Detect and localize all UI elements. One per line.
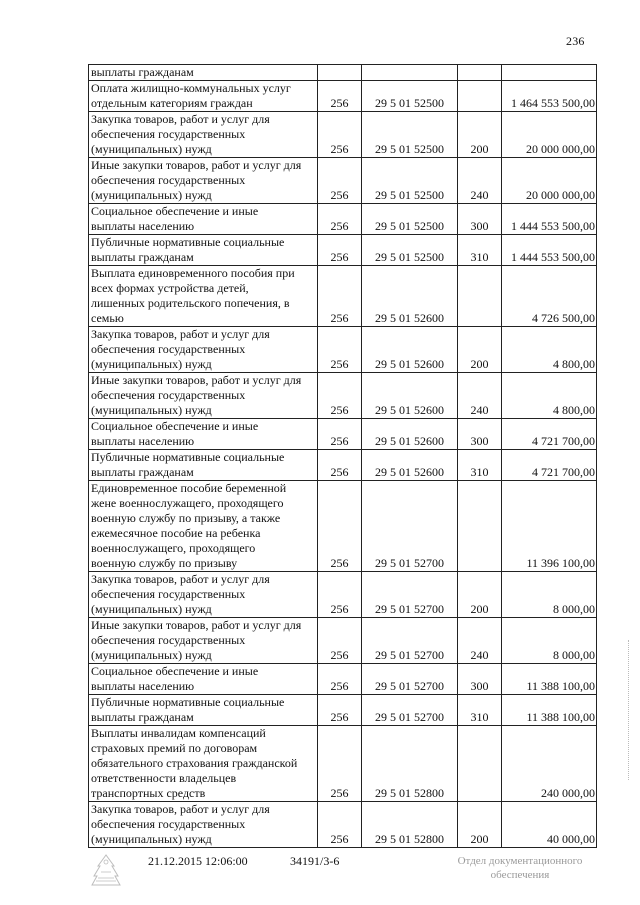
row-code-cell: 256	[318, 266, 362, 327]
row-code-cell: 256	[318, 618, 362, 664]
table-row	[89, 235, 597, 266]
row-vr-cell: 310	[458, 235, 502, 266]
table-row	[89, 81, 597, 112]
row-section-cell: 29 5 01 52600	[362, 266, 458, 327]
row-vr-cell: 200	[458, 572, 502, 618]
table-row	[89, 419, 597, 450]
row-sum-cell: 240 000,00	[502, 726, 597, 802]
row-vr-cell: 200	[458, 802, 502, 848]
table-row	[89, 373, 597, 419]
row-section-cell: 29 5 01 52700	[362, 695, 458, 726]
row-sum-cell: 4 721 700,00	[502, 419, 597, 450]
margin-marks	[628, 640, 633, 780]
row-sum-cell: 1 444 553 500,00	[502, 204, 597, 235]
row-section-cell: 29 5 01 52500	[362, 235, 458, 266]
table-row	[89, 726, 597, 802]
row-name-cell: Социальное обеспечение и иные выплаты населению	[89, 204, 318, 235]
table-row	[89, 618, 597, 664]
footer-datetime: 21.12.2015 12:06:00	[148, 854, 248, 868]
row-vr-cell	[458, 81, 502, 112]
row-vr-cell: 200	[458, 327, 502, 373]
row-code-cell: 256	[318, 327, 362, 373]
table-row	[89, 695, 597, 726]
table-row	[89, 450, 597, 481]
table-row	[89, 158, 597, 204]
row-name-cell: Публичные нормативные социальные выплаты гражданам	[89, 695, 318, 726]
row-section-cell: 29 5 01 52500	[362, 81, 458, 112]
table-row	[89, 65, 597, 81]
row-name-cell: Оплата жилищно-коммунальных услуг отдельным категориям граждан	[89, 81, 318, 112]
row-sum-cell	[502, 65, 597, 81]
row-code-cell: 256	[318, 450, 362, 481]
row-vr-cell: 310	[458, 450, 502, 481]
row-section-cell: 29 5 01 52600	[362, 419, 458, 450]
row-section-cell: 29 5 01 52700	[362, 618, 458, 664]
row-name-cell: Выплата единовременного пособия при всех формах устройства детей, лишенных родительского попечения, в семью	[89, 266, 318, 327]
row-code-cell: 256	[318, 112, 362, 158]
row-section-cell: 29 5 01 52600	[362, 373, 458, 419]
row-section-cell: 29 5 01 52500	[362, 204, 458, 235]
row-section-cell: 29 5 01 52700	[362, 572, 458, 618]
row-sum-cell: 4 800,00	[502, 327, 597, 373]
row-name-cell: Публичные нормативные социальные выплаты гражданам	[89, 450, 318, 481]
row-vr-cell	[458, 481, 502, 572]
row-code-cell: 256	[318, 481, 362, 572]
page-number: 236	[566, 34, 585, 48]
row-vr-cell: 240	[458, 158, 502, 204]
row-name-cell: Иные закупки товаров, работ и услуг для обеспечения государственных (муниципальных) нужд	[89, 158, 318, 204]
row-section-cell: 29 5 01 52600	[362, 327, 458, 373]
row-sum-cell: 4 726 500,00	[502, 266, 597, 327]
table-body	[89, 65, 597, 848]
row-name-cell: Закупка товаров, работ и услуг для обеспечения государственных (муниципальных) нужд	[89, 112, 318, 158]
row-code-cell: 256	[318, 572, 362, 618]
department-stamp: Отдел документационного обеспечения	[457, 855, 583, 881]
emblem-icon	[88, 852, 124, 888]
row-section-cell: 29 5 01 52800	[362, 802, 458, 848]
row-name-cell: Публичные нормативные социальные выплаты гражданам	[89, 235, 318, 266]
row-name-cell: Социальное обеспечение и иные выплаты населению	[89, 419, 318, 450]
row-vr-cell: 200	[458, 112, 502, 158]
row-name-cell: Выплаты инвалидам компенсаций страховых премий по договорам обязательного страхования гражданской ответственности владельцев транспортных средств	[89, 726, 318, 802]
row-name-cell: Единовременное пособие беременной жене военнослужащего, проходящего военную службу по призыву, а также ежемесячное пособие на ребенка военнослужащего, проходящего военную службу по призыву	[89, 481, 318, 572]
row-vr-cell	[458, 65, 502, 81]
row-code-cell: 256	[318, 158, 362, 204]
row-section-cell: 29 5 01 52500	[362, 112, 458, 158]
row-name-cell: Иные закупки товаров, работ и услуг для обеспечения государственных (муниципальных) нужд	[89, 618, 318, 664]
row-sum-cell: 11 388 100,00	[502, 664, 597, 695]
row-name-cell: выплаты гражданам	[89, 65, 318, 81]
row-section-cell	[362, 65, 458, 81]
row-name-cell: Иные закупки товаров, работ и услуг для обеспечения государственных (муниципальных) нужд	[89, 373, 318, 419]
table-row	[89, 112, 597, 158]
row-vr-cell: 300	[458, 664, 502, 695]
row-sum-cell: 11 388 100,00	[502, 695, 597, 726]
row-section-cell: 29 5 01 52500	[362, 158, 458, 204]
row-sum-cell: 1 464 553 500,00	[502, 81, 597, 112]
row-section-cell: 29 5 01 52600	[362, 450, 458, 481]
row-sum-cell: 4 800,00	[502, 373, 597, 419]
row-sum-cell: 8 000,00	[502, 618, 597, 664]
table-row	[89, 481, 597, 572]
row-sum-cell: 40 000,00	[502, 802, 597, 848]
row-code-cell: 256	[318, 235, 362, 266]
row-name-cell: Закупка товаров, работ и услуг для обеспечения государственных (муниципальных) нужд	[89, 327, 318, 373]
row-sum-cell: 4 721 700,00	[502, 450, 597, 481]
budget-table	[88, 64, 597, 848]
row-sum-cell: 20 000 000,00	[502, 112, 597, 158]
row-vr-cell: 310	[458, 695, 502, 726]
row-code-cell: 256	[318, 664, 362, 695]
row-vr-cell	[458, 726, 502, 802]
row-code-cell: 256	[318, 373, 362, 419]
row-code-cell: 256	[318, 204, 362, 235]
row-section-cell: 29 5 01 52700	[362, 664, 458, 695]
row-sum-cell: 8 000,00	[502, 572, 597, 618]
row-name-cell: Закупка товаров, работ и услуг для обеспечения государственных (муниципальных) нужд	[89, 802, 318, 848]
row-section-cell: 29 5 01 52700	[362, 481, 458, 572]
row-code-cell: 256	[318, 419, 362, 450]
footer-doc-number: 34191/3-6	[290, 854, 340, 868]
row-code-cell: 256	[318, 695, 362, 726]
row-sum-cell: 11 396 100,00	[502, 481, 597, 572]
row-vr-cell	[458, 266, 502, 327]
row-vr-cell: 240	[458, 373, 502, 419]
row-name-cell: Закупка товаров, работ и услуг для обеспечения государственных (муниципальных) нужд	[89, 572, 318, 618]
row-sum-cell: 20 000 000,00	[502, 158, 597, 204]
row-vr-cell: 300	[458, 419, 502, 450]
row-code-cell	[318, 65, 362, 81]
table-row	[89, 572, 597, 618]
table-row	[89, 327, 597, 373]
row-name-cell: Социальное обеспечение и иные выплаты населению	[89, 664, 318, 695]
footer	[0, 854, 640, 894]
table-row	[89, 204, 597, 235]
row-code-cell: 256	[318, 81, 362, 112]
row-code-cell: 256	[318, 726, 362, 802]
row-sum-cell: 1 444 553 500,00	[502, 235, 597, 266]
row-vr-cell: 240	[458, 618, 502, 664]
row-code-cell: 256	[318, 802, 362, 848]
row-section-cell: 29 5 01 52800	[362, 726, 458, 802]
table-row	[89, 266, 597, 327]
table-row	[89, 802, 597, 848]
table-row	[89, 664, 597, 695]
row-vr-cell: 300	[458, 204, 502, 235]
